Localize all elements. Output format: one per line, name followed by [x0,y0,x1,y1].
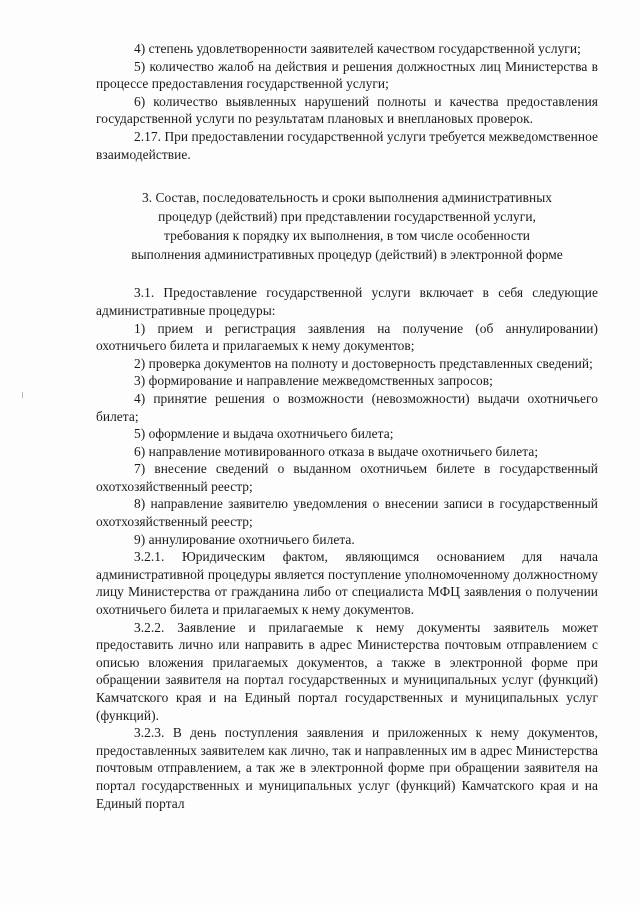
procedure-item-6: 6) направление мотивированного отказа в выдаче охотничьего билета; [134,443,539,459]
paragraph-3-2-1: 3.2.1. Юридическим фактом, являющимся основанием для начала административной процедуры является поступление уполномоченному должностному лицу Министерства от гражданина либо от специалиста МФЦ заявления о получении охотничьего билета и прилагаемых к нему документов. [96,549,598,618]
paragraph-criterion-6: 6) количество выявленных нарушений полноты и качества предоставления государственной услуги по результатам плановых и внеплановых проверок. [96,93,598,127]
heading-line-2: процедур (действий) при представлении государственной услуги, [158,208,536,224]
procedure-item-7: 7) внесение сведений о выданном охотничьем билете в государственный охотхозяйственный реестр; [96,461,598,494]
paragraph-3-2-3: 3.2.3. В день поступления заявления и приложенных к нему документов, предоставленных заявителем как лично, так и направленных им в адрес Министерства почтовым отправлением, а так же в электронной форме при обращении заявителя на портал государственных и муниципальных услуг (функций) Камчатского края и на Единый портал [96,725,598,811]
paragraph-3-2-2: 3.2.2. Заявление и прилагаемые к нему документы заявитель может предоставить лично или направить в адрес Министерства почтовым отправлением с описью вложения прилагаемых документов, а также в электронной форме при обращении заявителя на портал государственных и муниципальных услуг (функций) Камчатского края и на Единый портал государственных и муниципальных услуг (функций). [96,619,598,723]
paragraph-3-1: 3.1. Предоставление государственной услуги включает в себя следующие административные процедуры: [96,285,598,318]
paragraph-2-17: 2.17. При предоставлении государственной услуги требуется межведомственное взаимодействие. [96,128,598,162]
scan-margin-mark [22,392,23,398]
procedure-item-3: 3) формирование и направление межведомственных запросов; [134,373,493,389]
procedure-item-2: 2) проверка документов на полноту и достоверность представленных сведений; [134,355,593,371]
procedure-item-5: 5) оформление и выдача охотничьего билета; [134,426,394,442]
heading-line-1: 3. Состав, последовательность и сроки выполнения административных [141,190,553,206]
heading-line-4: выполнения административных процедур (действий) в электронной форме [131,246,563,262]
procedure-item-1: 1) прием и регистрация заявления на получение (об аннулировании) охотничьего билета и прилагаемых к нему документов; [96,320,598,354]
paragraph-criterion-4: 4) степень удовлетворенности заявителей качеством государственной услуги; [134,41,581,56]
procedure-item-9: 9) аннулирование охотничьего билета. [134,531,355,547]
procedure-item-8: 8) направление заявителю уведомления о внесении записи в государственный охотхозяйственный реестр; [96,496,598,530]
section-3-heading [96,189,598,264]
heading-line-3: требования к порядку их выполнения, в том числе особенности [164,227,530,243]
document-body [96,40,598,812]
procedure-item-4: 4) принятие решения о возможности (невозможности) выдачи охотничьего билета; [96,390,598,424]
paragraph-criterion-5: 5) количество жалоб на действия и решения должностных лиц Министерства в процессе предоставления государственной услуги; [96,58,598,92]
